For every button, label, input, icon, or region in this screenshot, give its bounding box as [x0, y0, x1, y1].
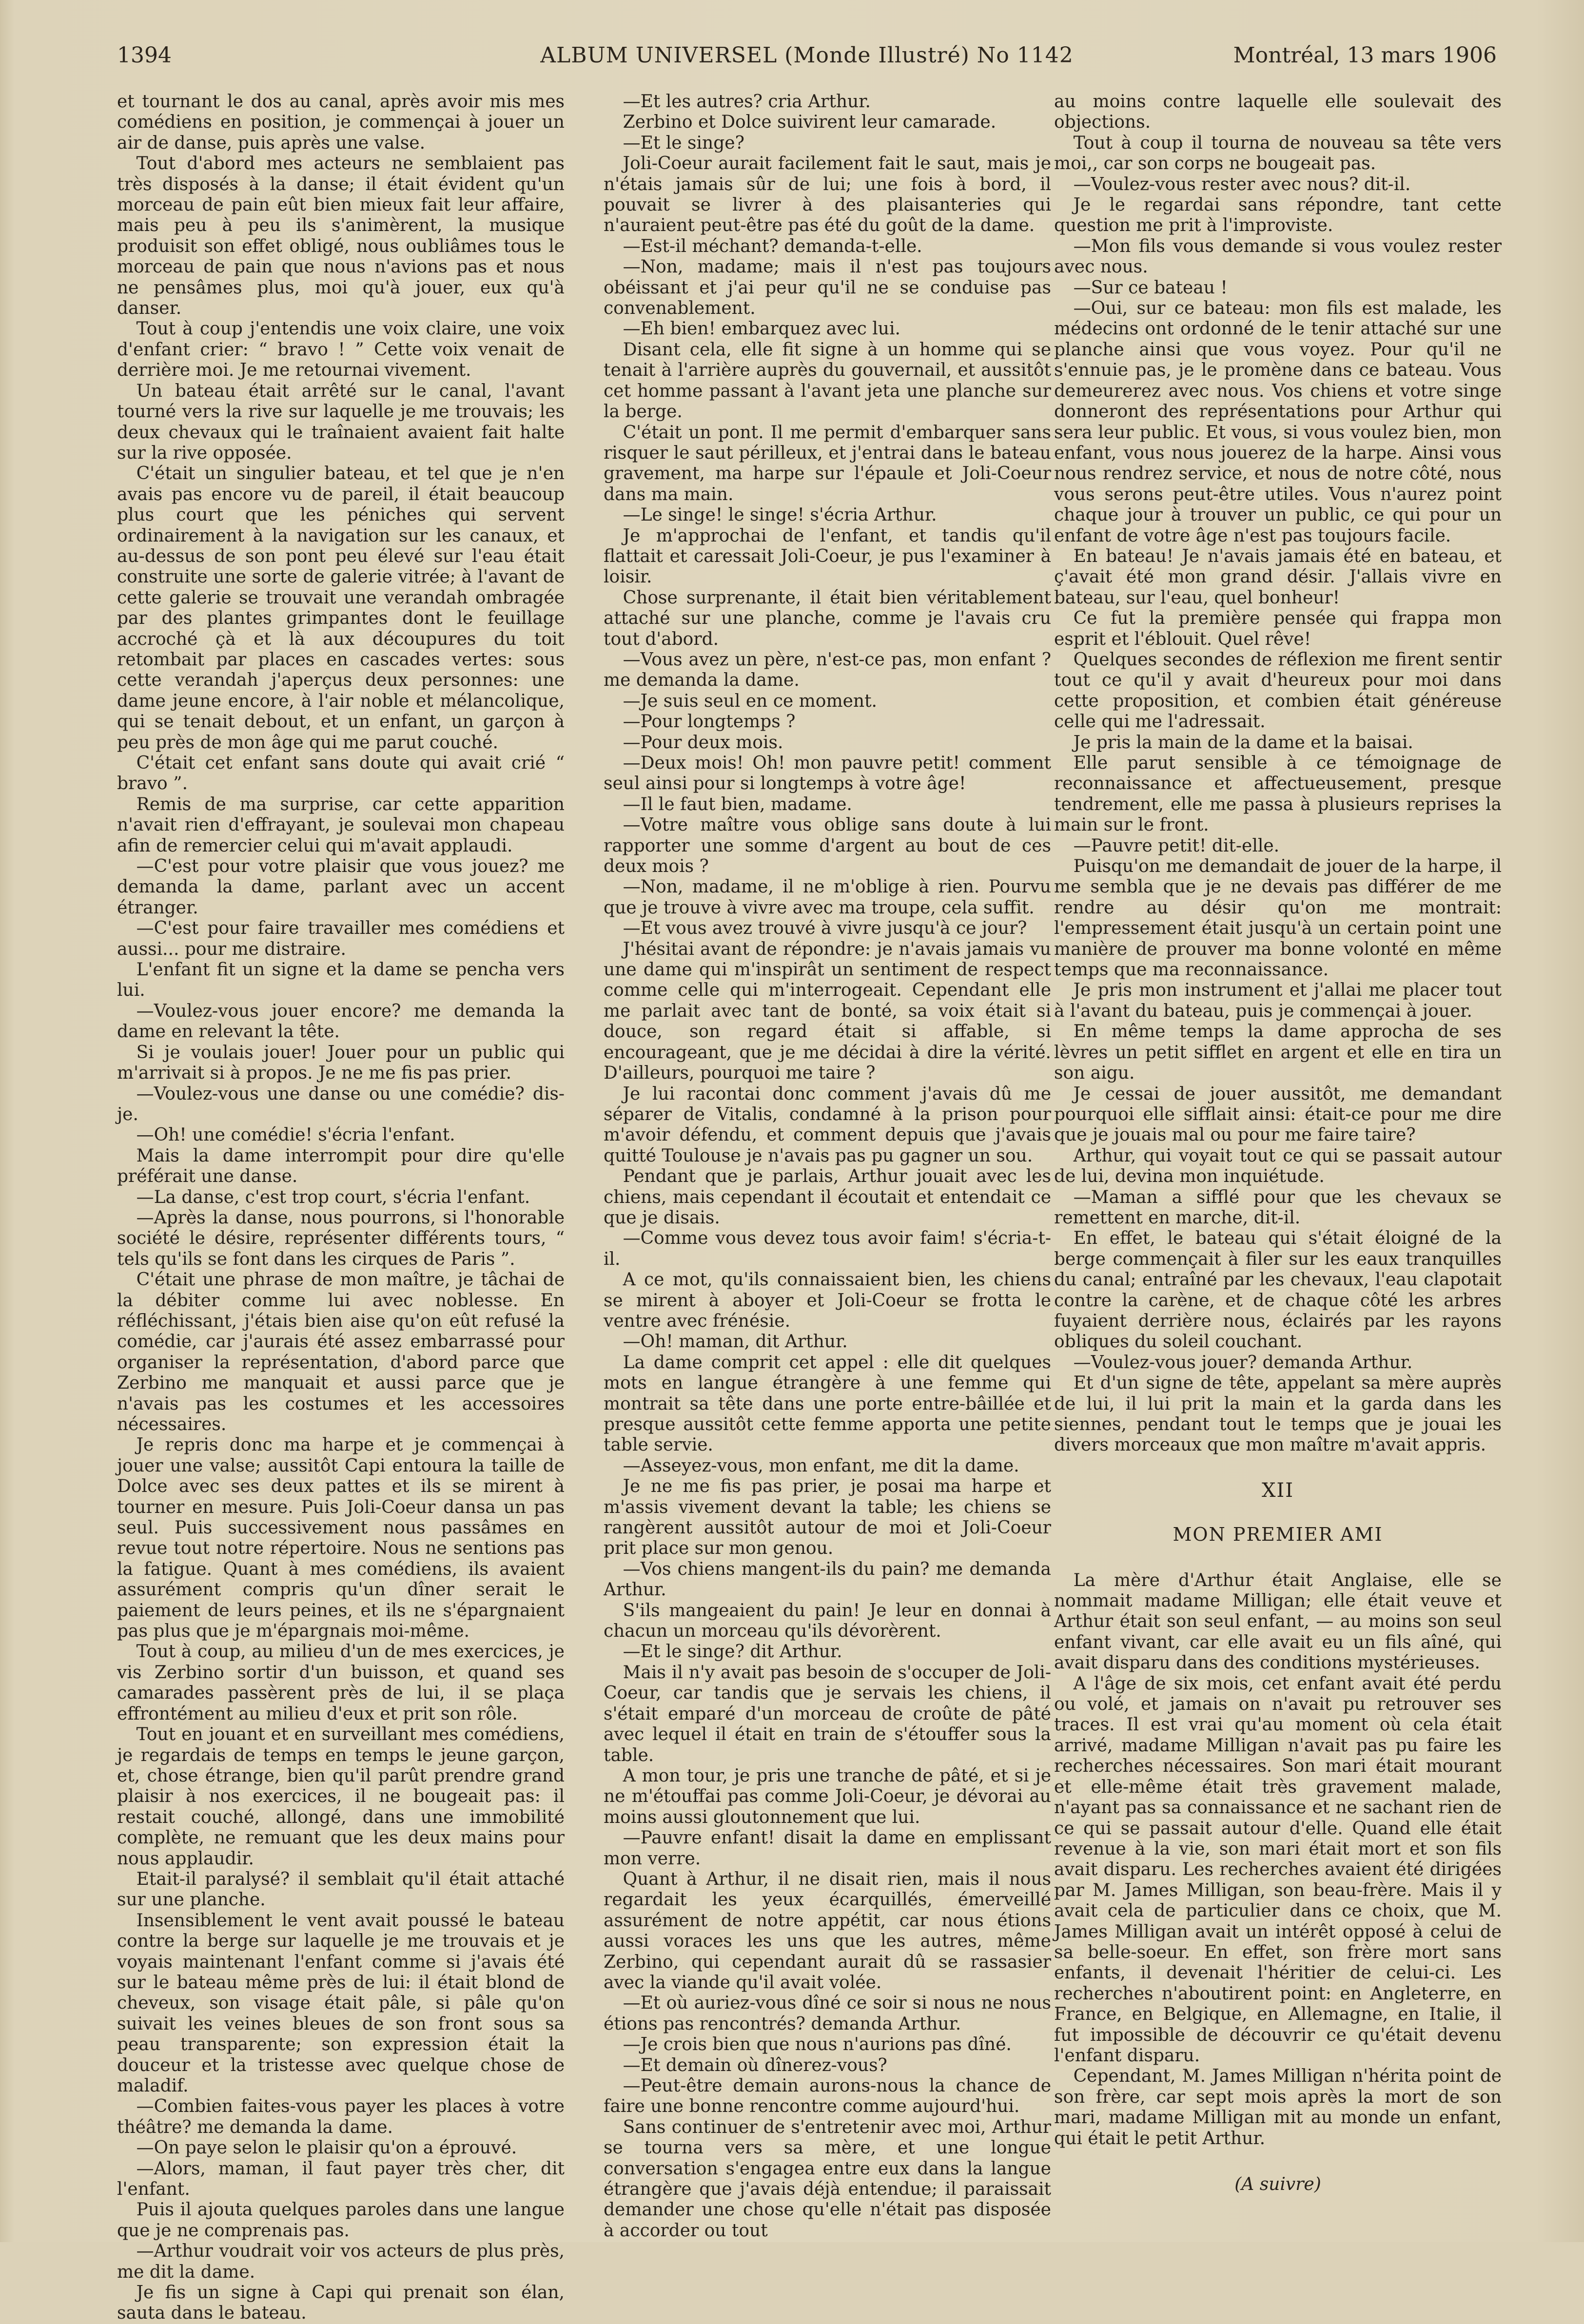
- paragraph: Je pris mon instrument et j'allai me placer tout à l'avant du bateau, puis je commençai à jouer.: [1054, 980, 1502, 1021]
- paragraph: Zerbino et Dolce suivirent leur camarade.: [623, 112, 997, 133]
- paragraph: Joli-Coeur aurait facilement fait le saut, mais je n'étais jamais sûr de lui; une fois à bord, il pouvait se livrer à des plaisanteries qui n'auraient peut-être pas été du goût de la dame.: [604, 154, 1051, 236]
- paragraph: En même temps la dame approcha de ses lèvres un petit sifflet en argent et elle en tira un son aigu.: [1054, 1022, 1502, 1084]
- paragraph: En bateau! Je n'avais jamais été en bateau, et ç'avait été mon grand désir. J'allais vivre en bateau, sur l'eau, quel bonheur!: [1054, 546, 1502, 608]
- paragraph: La mère d'Arthur était Anglaise, elle se nommait madame Milligan; elle était veuve et Arthur était son seul enfant, — au moins son seul enfant vivant, car elle avait eu un fils aîné, qui avait disparu dans des conditions mystérieuses.: [1054, 1570, 1502, 1673]
- paragraph: Mais la dame interrompit pour dire qu'elle préférait une danse.: [117, 1145, 565, 1187]
- paragraph: C'était un singulier bateau, et tel que je n'en avais pas encore vu de pareil, il était beaucoup plus court que les péniches qui servent ordinairement à la navigation sur les canaux, et au-dessus de son pont peu élevé sur l'eau était construite une sorte de galerie vitrée; à l'avant de cette galerie se trouvait une verandah ombragée par des plantes grimpantes dont le feuillage accroché çà et là aux découpures du toit retombait par places en cascades vertes: sous cette verandah j'aperçus deux personnes: une dame jeune encore, à l'air noble et mélancolique, qui se tenait debout, et un enfant, un garçon à peu près de mon âge qui me parut couché.: [117, 464, 565, 753]
- paragraph: C'était une phrase de mon maître, je tâchai de la débiter comme lui avec noblesse. En réfléchissant, j'étais bien aise qu'on eût refusé la comédie, car j'aurais été assez embarrassé pour organiser la représentation, d'abord parce que Zerbino me manquait et aussi parce que je n'avais pas les costumes et les accessoires nécessaires.: [117, 1270, 565, 1434]
- paragraph: —Et vous avez trouvé à vivre jusqu'à ce jour?: [623, 918, 1027, 939]
- paragraph: —Sur ce bateau !: [1073, 277, 1228, 298]
- paragraph: Pendant que je parlais, Arthur jouait avec les chiens, mais cependant il écoutait et entendait ce que je disais.: [604, 1166, 1051, 1228]
- paragraph: —Pour longtemps ?: [623, 712, 796, 732]
- paragraph: Mais il n'y avait pas besoin de s'occuper de Joli-Coeur, car tandis que je servais les chiens, il s'était emparé d'un morceau de croûte de pâté avec lequel il était en train de s'étouffer sous la table.: [604, 1662, 1051, 1765]
- paragraph: Je fis un signe à Capi qui prenait son élan, sauta dans le bateau.: [117, 2283, 565, 2324]
- paragraph: Si je voulais jouer! Jouer pour un public qui m'arrivait si à propos. Je ne me fis pas prier.: [117, 1042, 565, 1084]
- paragraph: —Je crois bien que nous n'aurions pas dîné.: [623, 2034, 1012, 2055]
- paragraph: L'enfant fit un signe et la dame se pencha vers lui.: [117, 960, 565, 1001]
- paragraph: Quelques secondes de réflexion me firent sentir tout ce qu'il y avait d'heureux pour moi dans cette proposition, et combien était généreuse celle qui me l'adressait.: [1054, 649, 1502, 732]
- paragraph: —Et les autres? cria Arthur.: [623, 92, 871, 112]
- to-be-continued-note: (A suivre): [1234, 2174, 1321, 2194]
- paragraph: A mon tour, je pris une tranche de pâté, et si je ne m'étouffai pas comme Joli-Coeur, je dévorai au moins aussi gloutonnement que lui.: [604, 1765, 1051, 1827]
- paragraph: Chose surprenante, il était bien véritablement attaché sur une planche, comme je l'avais cru tout d'abord.: [604, 587, 1051, 649]
- paragraph: —Pour deux mois.: [623, 732, 783, 753]
- paragraph: Insensiblement le vent avait poussé le bateau contre la berge sur laquelle je me trouvais et je voyais maintenant l'enfant comme si j'avais été sur le bateau même près de lui: il était blond de cheveux, son visage était pâle, si pâle qu'on suivait les veines bleues de son front sous sa peau transparente; son expression était la douceur et la tristesse avec quelque chose de maladif.: [117, 1910, 565, 2096]
- paragraph: —Et le singe?: [623, 133, 744, 153]
- paragraph: —Non, madame; mais il n'est pas toujours obéissant et j'ai peur qu'il ne se conduise pas convenablement.: [604, 257, 1051, 319]
- paragraph: Quant à Arthur, il ne disait rien, mais il nous regardait les yeux écarquillés, émerveillé assurément de notre appétit, car nous étions aussi voraces les uns que les autres, même Zerbino, qui cependant aurait dû se rassasier avec la viande qu'il avait volée.: [604, 1869, 1051, 1993]
- page-number: 1394: [117, 43, 172, 68]
- paragraph: Tout à coup, au milieu d'un de mes exercices, je vis Zerbino sortir d'un buisson, et quand ses camarades passèrent près de lui, il se plaça effrontément au milieu d'eux et prit son rôle.: [117, 1642, 565, 1724]
- paragraph: —Et le singe? dit Arthur.: [623, 1642, 842, 1662]
- paragraph: C'était cet enfant sans doute qui avait crié “ bravo ”.: [117, 753, 565, 794]
- chapter-title: MON PREMIER AMI: [1173, 1524, 1383, 1546]
- paragraph: —Mon fils vous demande si vous voulez rester avec nous.: [1054, 236, 1502, 277]
- paragraph: —Deux mois! Oh! mon pauvre petit! comment seul ainsi pour si longtemps à votre âge!: [604, 753, 1051, 794]
- paragraph: —Vous avez un père, n'est-ce pas, mon enfant ? me demanda la dame.: [604, 649, 1051, 691]
- paragraph: —Arthur voudrait voir vos acteurs de plus près, me dit la dame.: [117, 2241, 565, 2282]
- paragraph: —Il le faut bien, madame.: [623, 794, 852, 814]
- paragraph: et tournant le dos au canal, après avoir mis mes comédiens en position, je commençai à jouer un air de danse, puis après une valse.: [117, 92, 565, 153]
- paragraph: A ce mot, qu'ils connaissaient bien, les chiens se mirent à aboyer et Joli-Coeur se frotta le ventre avec frénésie.: [604, 1270, 1051, 1331]
- paragraph: —Oh! maman, dit Arthur.: [623, 1332, 848, 1352]
- text-column-2: [604, 92, 1051, 2241]
- paragraph: —Voulez-vous rester avec nous? dit-il.: [1073, 174, 1411, 194]
- paragraph: Tout d'abord mes acteurs ne semblaient pas très disposés à la danse; il était évident qu'un morceau de pain eût bien mieux fait leur affaire, mais peu à peu ils s'animèrent, la musique produisit son effet obligé, nous oubliâmes tous le morceau de pain que nous n'avions pas et nous ne pensâmes plus, moi qu'à jouer, eux qu'à danser.: [117, 154, 565, 319]
- paragraph: J'hésitai avant de répondre: je n'avais jamais vu une dame qui m'inspirât un sentiment de respect comme celle qui m'interrogeait. Cependant elle me parlait avec tant de bonté, sa voix était si douce, son regard était si affable, si encourageant, que je me décidai à dire la vérité. D'ailleurs, pourquoi me taire ?: [604, 939, 1051, 1084]
- paragraph: —Le singe! le singe! s'écria Arthur.: [623, 505, 937, 525]
- paragraph: —Asseyez-vous, mon enfant, me dit la dame.: [623, 1455, 1019, 1476]
- paragraph: A l'âge de six mois, cet enfant avait été perdu ou volé, et jamais on n'avait pu retrouver ses traces. Il est vrai qu'au moment où cela était arrivé, madame Milligan n'avait pas pu faire les recherches nécessaires. Son mari était mourant et elle-même était très gravement malade, n'ayant pas sa connaissance et ne sachant rien de ce qui se passait autour d'elle. Quand elle était revenue à la vie, son mari était mort et son fils avait disparu. Les recherches avaient été dirigées par M. James Milligan, son beau-frère. Mais il y avait cela de particulier dans ce choix, que M. James Milligan avait un intérêt opposé à celui de sa belle-soeur. En effet, son frère mort sans enfants, il devenait l'héritier de celui-ci. Les recherches n'aboutirent point: en Angleterre, en France, en Belgique, en Allemagne, en Italie, il fut impossible de découvrir ce qu'était devenu l'enfant disparu.: [1054, 1673, 1502, 2066]
- paragraph: —On paye selon le plaisir qu'on a éprouvé.: [136, 2138, 517, 2158]
- paragraph: —Voulez-vous une danse ou une comédie? dis-je.: [117, 1084, 565, 1124]
- paragraph: Arthur, qui voyait tout ce qui se passait autour de lui, devina mon inquiétude.: [1054, 1145, 1502, 1187]
- paragraph: Un bateau était arrêté sur le canal, l'avant tourné vers la rive sur laquelle je me trouvais; les deux chevaux qui le traînaient avaient fait halte sur la rive opposée.: [117, 381, 565, 463]
- publication-title: ALBUM UNIVERSEL (Monde Illustré) No 1142: [540, 43, 1074, 68]
- paragraph: Je le regardai sans répondre, tant cette question me prit à l'improviste.: [1054, 195, 1502, 236]
- paragraph: Disant cela, elle fit signe à un homme qui se tenait à l'arrière auprès du gouvernail, et aussitôt cet homme passant à l'avant jeta une planche sur la berge.: [604, 339, 1051, 422]
- issue-date: Montréal, 13 mars 1906: [1233, 43, 1497, 68]
- paragraph: En effet, le bateau qui s'était éloigné de la berge commençait à filer sur les eaux tranquilles du canal; entraîné par les chevaux, l'eau clapotait contre la carène, et de chaque côté les arbres fuyaient derrière nous, éclairés par les rayons obliques du soleil couchant.: [1054, 1228, 1502, 1352]
- paragraph: —C'est pour faire travailler mes comédiens et aussi... pour me distraire.: [117, 918, 565, 959]
- paragraph: —Voulez-vous jouer? demanda Arthur.: [1073, 1352, 1413, 1373]
- paragraph: Je pris la main de la dame et la baisai.: [1073, 732, 1413, 753]
- paragraph: au moins contre laquelle elle soulevait des objections.: [1054, 92, 1502, 133]
- paragraph: —Je suis seul en ce moment.: [623, 691, 877, 711]
- paragraph: —Voulez-vous jouer encore? me demanda la dame en relevant la tête.: [117, 1001, 565, 1042]
- paragraph: Etait-il paralysé? il semblait qu'il était attaché sur une planche.: [117, 1869, 565, 1910]
- text-column-3: [1054, 92, 1502, 2194]
- paragraph: Je m'approchai de l'enfant, et tandis qu'il flattait et caressait Joli-Coeur, je pus l'examiner à loisir.: [604, 525, 1051, 587]
- paragraph: Cependant, M. James Milligan n'hérita point de son frère, car sept mois après la mort de son mari, madame Milligan mit au monde un enfant, qui était le petit Arthur.: [1054, 2066, 1502, 2149]
- paragraph: —Est-il méchant? demanda-t-elle.: [623, 236, 922, 256]
- paragraph: —La danse, c'est trop court, s'écria l'enfant.: [136, 1187, 530, 1207]
- paragraph: Je repris donc ma harpe et je commençai à jouer une valse; aussitôt Capi entoura la taille de Dolce avec ses deux pattes et ils se mirent à tourner en mesure. Puis Joli-Coeur dansa un pas seul. Puis successivement nous passâmes en revue tout notre répertoire. Nous ne sentions pas la fatigue. Quant à mes comédiens, ils avaient assurément compris qu'un dîner serait le paiement de leurs peines, et ils ne s'épargnaient pas plus que je m'épargnais moi-même.: [117, 1435, 565, 1642]
- paragraph: La dame comprit cet appel : elle dit quelques mots en langue étrangère à une femme qui montrait sa tête dans une porte entre-bâillée et presque aussitôt cette femme apporta une petite table servie.: [604, 1352, 1051, 1455]
- paragraph: —C'est pour votre plaisir que vous jouez? me demanda la dame, parlant avec un accent étranger.: [117, 856, 565, 918]
- paragraph: Je lui racontai donc comment j'avais dû me séparer de Vitalis, condamné à la prison pour m'avoir défendu, et comment depuis que j'avais quitté Toulouse je n'avais pas pu gagner un sou.: [604, 1084, 1051, 1166]
- paragraph: Elle parut sensible à ce témoignage de reconnaissance et affectueusement, presque tendrement, elle me passa à plusieurs reprises la main sur le front.: [1054, 753, 1502, 835]
- paragraph: —Et demain où dînerez-vous?: [623, 2055, 887, 2075]
- paragraph: —Alors, maman, il faut payer très cher, dit l'enfant.: [117, 2158, 565, 2200]
- paragraph: Je ne me fis pas prier, je posai ma harpe et m'assis vivement devant la table; les chiens se rangèrent aussitôt autour de moi et Joli-Coeur prit place sur mon genou.: [604, 1476, 1051, 1559]
- paragraph: —Comme vous devez tous avoir faim! s'écria-t-il.: [604, 1228, 1051, 1269]
- paragraph: —Combien faites-vous payer les places à votre théâtre? me demanda la dame.: [117, 2096, 565, 2137]
- paragraph: —Pauvre petit! dit-elle.: [1073, 835, 1280, 856]
- paragraph: —Pauvre enfant! disait la dame en emplissant mon verre.: [604, 1828, 1051, 1869]
- page-header: [117, 43, 1497, 72]
- text-column-1: [117, 92, 565, 2324]
- paragraph: Tout à coup il tourna de nouveau sa tête vers moi,, car son corps ne bougeait pas.: [1054, 133, 1502, 174]
- paragraph: Puisqu'on me demandait de jouer de la harpe, il me sembla que je ne devais pas différer de me rendre au désir qu'on me montrait: l'empressement était jusqu'à un certain point une manière de prouver ma bonne volonté en même temps que ma reconnaissance.: [1054, 856, 1502, 980]
- paragraph: —Vos chiens mangent-ils du pain? me demanda Arthur.: [604, 1559, 1051, 1600]
- paragraph: —Oui, sur ce bateau: mon fils est malade, les médecins ont ordonné de le tenir attaché sur une planche ainsi que vous voyez. Pour qu'il ne s'ennuie pas, je le promène dans ce bateau. Vous demeurerez avec nous. Vos chiens et votre singe donneront des représentations pour Arthur qui sera leur public. Et vous, si vous voulez bien, mon enfant, vous nous jouerez de la harpe. Ainsi vous nous rendrez service, et nous de notre côté, nous vous serons peut-être utiles. Vous n'aurez point chaque jour à trouver un public, ce qui pour un enfant de votre âge n'est pas toujours facile.: [1054, 298, 1502, 546]
- paragraph: —Eh bien! embarquez avec lui.: [623, 319, 900, 339]
- paragraph: Remis de ma surprise, car cette apparition n'avait rien d'effrayant, je soulevai mon chapeau afin de remercier celui qui m'avait applaudi.: [117, 794, 565, 856]
- paragraph: Tout en jouant et en surveillant mes comédiens, je regardais de temps en temps le jeune garçon, et, chose étrange, bien qu'il parût prendre grand plaisir à nos exercices, il ne bougeait pas: il restait couché, allongé, dans une immobilité complète, ne remuant que les deux mains pour nous applaudir.: [117, 1724, 565, 1869]
- paragraph: —Peut-être demain aurons-nous la chance de faire une bonne rencontre comme aujourd'hui.: [604, 2076, 1051, 2117]
- paragraph: —Et où auriez-vous dîné ce soir si nous ne nous étions pas rencontrés? demanda Arthur.: [604, 1993, 1051, 2034]
- paragraph: Je cessai de jouer aussitôt, me demandant pourquoi elle sifflait ainsi: était-ce pour me dire que je jouais mal ou pour me faire taire?: [1054, 1084, 1502, 1145]
- chapter-number: XII: [1261, 1479, 1294, 1502]
- paragraph: —Oh! une comédie! s'écria l'enfant.: [136, 1125, 455, 1145]
- paragraph: —Après la danse, nous pourrons, si l'honorable société le désire, représenter différents tours, “ tels qu'ils se font dans les cirques de Paris ”.: [117, 1207, 565, 1269]
- paragraph: —Votre maître vous oblige sans doute à lui rapporter une somme d'argent au bout de ces deux mois ?: [604, 815, 1051, 877]
- paragraph: —Maman a sifflé pour que les chevaux se remettent en marche, dit-il.: [1054, 1187, 1502, 1228]
- paragraph: S'ils mangeaient du pain! Je leur en donnai à chacun un morceau qu'ils dévorèrent.: [604, 1600, 1051, 1642]
- paragraph: C'était un pont. Il me permit d'embarquer sans risquer le saut périlleux, et j'entrai dans le bateau gravement, ma harpe sur l'épaule et Joli-Coeur dans ma main.: [604, 422, 1051, 504]
- paragraph: Puis il ajouta quelques paroles dans une langue que je ne comprenais pas.: [117, 2200, 565, 2241]
- paragraph: Ce fut la première pensée qui frappa mon esprit et l'éblouit. Quel rêve!: [1054, 608, 1502, 649]
- paragraph: Et d'un signe de tête, appelant sa mère auprès de lui, il lui prit la main et la garda dans les siennes, pendant tout le temps que je jouai les divers morceaux que mon maître m'avait appris.: [1054, 1373, 1502, 1455]
- paragraph: Tout à coup j'entendis une voix claire, une voix d'enfant crier: “ bravo ! ” Cette voix venait de derrière moi. Je me retournai vivement.: [117, 319, 565, 381]
- paragraph: —Non, madame, il ne m'oblige à rien. Pourvu que je trouve à vivre avec ma troupe, cela suffit.: [604, 877, 1051, 918]
- paragraph: Sans continuer de s'entretenir avec moi, Arthur se tourna vers sa mère, et une longue conversation s'engagea entre eux dans la langue étrangère que j'avais déjà entendue; il paraissait demander une chose qu'elle n'était pas disposée à accorder ou tout: [604, 2117, 1051, 2241]
